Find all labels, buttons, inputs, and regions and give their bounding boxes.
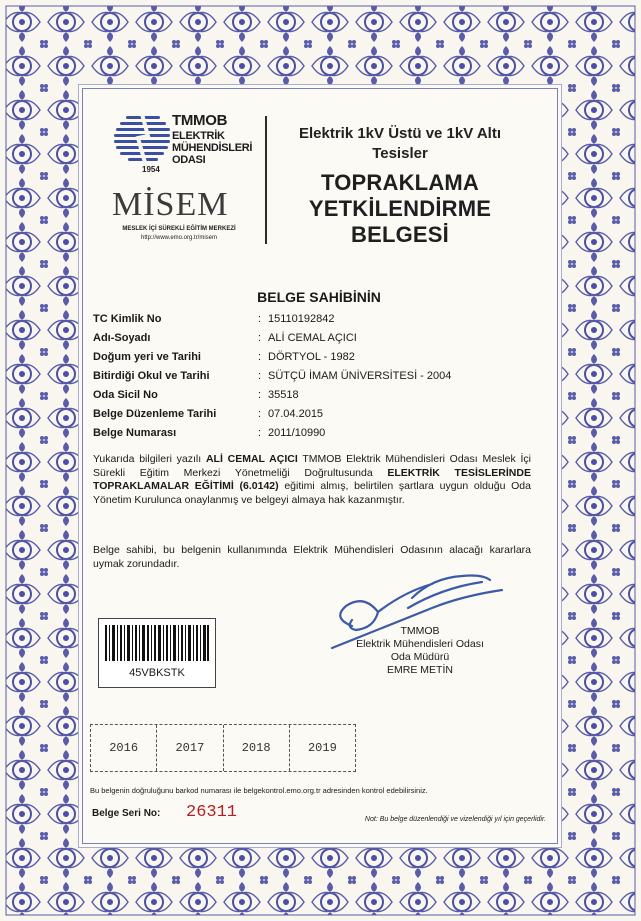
tmmob-label: TMMOB: [172, 112, 228, 129]
info-row-tc: [93, 309, 533, 328]
barcode-box: [98, 618, 216, 688]
signer-chamber: Elektrik Mühendisleri Odası: [356, 638, 484, 650]
info-row-issue-date: [93, 404, 533, 423]
info-colon: :: [258, 388, 262, 401]
info-colon: :: [258, 312, 262, 325]
info-value: 35518: [268, 388, 299, 401]
info-value: 15110192842: [268, 312, 335, 325]
barcode-bars: [105, 625, 209, 661]
info-row-school: [93, 366, 533, 385]
info-value: ALİ CEMAL AÇICI: [268, 331, 357, 344]
holder-name-bold: ALİ CEMAL AÇICI: [205, 453, 298, 465]
barcode-code: 45VBKSTK: [129, 667, 185, 679]
holder-heading: BELGE SAHİBİNİN: [257, 289, 381, 305]
chamber-line-2: MÜHENDİSLERİ: [172, 142, 253, 154]
info-colon: :: [258, 369, 262, 382]
info-colon: :: [258, 426, 262, 439]
visa-year-cell: 2018: [224, 725, 290, 771]
obligation-paragraph: Belge sahibi, bu belgenin kullanımında Elektrik Mühendisleri Odasının alacağı kararlara uymak zorundadır.: [93, 544, 531, 570]
chamber-line-3: ODASI: [172, 154, 206, 166]
validity-note: Not: Bu belge düzenlendiği ve vizelendiği yıl için geçerlidir.: [364, 816, 546, 823]
info-key: Doğum yeri ve Tarihi: [93, 350, 201, 363]
signer-block: [330, 625, 510, 677]
info-key: Belge Düzenleme Tarihi: [93, 407, 217, 420]
certification-paragraph: [93, 453, 531, 507]
visa-year-cell: 2016: [91, 725, 157, 771]
certificate-subtitle: Elektrik 1kV Üstü ve 1kV Altı Tesisler: [298, 125, 502, 162]
visa-year-cell: 2017: [157, 725, 223, 771]
signer-name: EMRE METİN: [387, 664, 453, 676]
info-colon: :: [258, 407, 262, 420]
certificate-title: [272, 124, 528, 248]
info-value: 07.04.2015: [268, 407, 324, 420]
verification-note: Bu belgenin doğruluğunu barkod numarası ile belgekontrol.emo.org.tr adresinden kontrol edebilirsiniz.: [90, 786, 428, 795]
signer-title: Oda Müdürü: [390, 651, 450, 663]
main-title-line-2: YETKİLENDİRME: [308, 196, 492, 221]
logo-block: [104, 108, 254, 258]
info-value: 2011/10990: [268, 426, 326, 439]
serial-label: Belge Seri No:: [92, 808, 161, 819]
info-colon: :: [258, 331, 262, 344]
info-value: DÖRTYOL - 1982: [268, 350, 355, 363]
emo-globe-logo: [112, 114, 172, 166]
misem-url: http://www.emo.org.tr/misem: [140, 235, 218, 241]
info-colon: :: [258, 350, 262, 363]
main-title: [272, 170, 528, 248]
info-row-cert-number: [93, 423, 533, 442]
info-row-name: [93, 328, 533, 347]
para-text: Yukarıda bilgileri yazılı: [93, 453, 206, 465]
info-key: Belge Numarası: [93, 426, 177, 439]
holder-info-table: [93, 309, 533, 442]
main-title-line-3: BELGESİ: [351, 222, 449, 247]
serial-number: 26311: [186, 803, 238, 822]
misem-logo: [112, 186, 228, 224]
info-key: TC Kimlik No: [93, 312, 162, 325]
info-key: Bitirdiği Okul ve Tarihi: [93, 369, 210, 382]
para-text: eğitimi almış, belirtilen şartlara uygun olduğu Oda Yönetim Kurulunca onaylanmış ve belgeyi almaya hak kazanmıştır.: [93, 480, 531, 506]
visa-years-table: [90, 724, 356, 772]
signer-org: TMMOB: [400, 625, 440, 637]
info-key: Oda Sicil No: [93, 388, 158, 401]
founding-year: 1954: [142, 165, 160, 174]
visa-year-cell: 2019: [307, 741, 337, 755]
info-row-birth: [93, 347, 533, 366]
chamber-name: [172, 130, 252, 166]
info-key: Adı-Soyadı: [93, 331, 151, 344]
chamber-line-1: ELEKTRİK: [172, 130, 225, 142]
info-value: SÜTÇÜ İMAM ÜNİVERSİTESİ - 2004: [268, 369, 452, 382]
misem-full-name: MESLEK İÇİ SÜREKLİ EĞİTİM MERKEZİ: [122, 226, 236, 232]
main-title-line-1: TOPRAKLAMA: [320, 170, 480, 195]
course-name-bold: ELEKTRİK TESİSLERİNDE TOPRAKLAMALAR EĞİTİMİ (6.0142): [93, 466, 531, 492]
misem-wordmark: MİSEM: [112, 186, 229, 223]
info-row-registry: [93, 385, 533, 404]
header-divider: [265, 116, 267, 244]
para-text: TMMOB Elektrik Mühendisleri Odası Meslek İçi Sürekli Eğitim Merkezi Yönetmeliği Doğrultusunda: [93, 453, 531, 479]
